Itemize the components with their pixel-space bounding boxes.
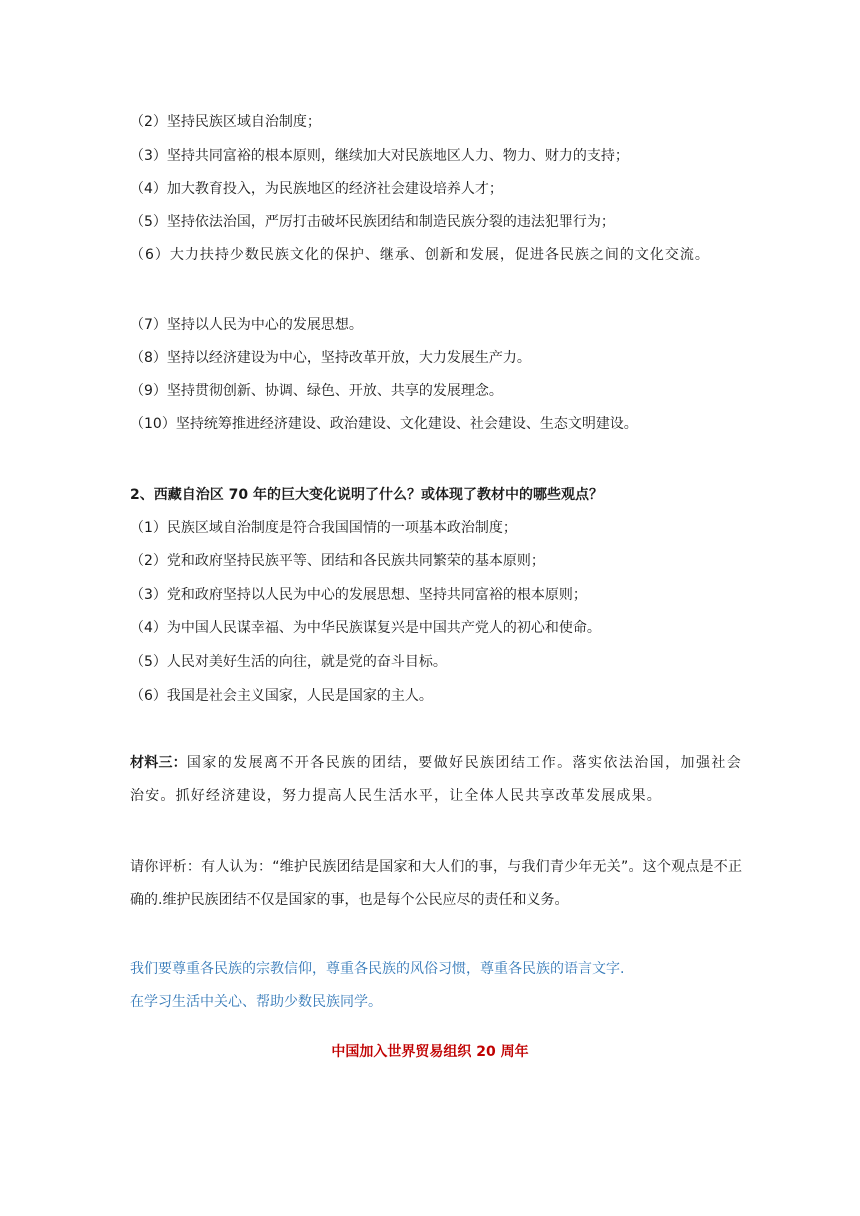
answer-line-1: 我们要尊重各民族的宗教信仰，尊重各民族的风俗习惯，尊重各民族的语言文字. bbox=[130, 961, 625, 977]
list1-item-5: （5）坚持依法治国，严厉打击破坏民族团结和制造民族分裂的违法犯罪行为； bbox=[130, 214, 615, 230]
list1-item-8: （8）坚持以经济建设为中心，坚持改革开放，大力发展生产力。 bbox=[130, 350, 531, 366]
q2-item-2: （2）党和政府坚持民族平等、团结和各民族共同繁荣的基本原则； bbox=[130, 553, 545, 569]
q2-item-6: （6）我国是社会主义国家，人民是国家的主人。 bbox=[130, 688, 433, 704]
q2-item-3: （3）党和政府坚持以人民为中心的发展思想、坚持共同富裕的根本原则； bbox=[130, 587, 587, 603]
material-3-text: 国家的发展离不开各民族的团结，要做好民族团结工作。落实依法治国，加强社会治安。抓好经济建设，努力提高人民生活水平，让全体人民共享改革发展成果。 bbox=[130, 755, 742, 804]
q2-item-4: （4）为中国人民谋幸福、为中华民族谋复兴是中国共产党人的初心和使命。 bbox=[130, 620, 601, 636]
list1-item-6: （6）大力扶持少数民族文化的保护、继承、创新和发展，促进各民族之间的文化交流。 bbox=[130, 247, 710, 263]
list1-item-4: （4）加大教育投入，为民族地区的经济社会建设培养人才； bbox=[130, 181, 503, 197]
section-title: 中国加入世界贸易组织 20 周年 bbox=[331, 1044, 529, 1060]
evaluation-paragraph: 请你评析：有人认为：“维护民族团结是国家和大人们的事，与我们青少年无关”。这个观点是不正确的.维护民族团结不仅是国家的事，也是每个公民应尽的责任和义务。 bbox=[130, 859, 742, 908]
list1-item-10: （10）坚持统筹推进经济建设、政治建设、文化建设、社会建设、生态文明建设。 bbox=[130, 416, 638, 432]
list1-item-9: （9）坚持贯彻创新、协调、绿色、开放、共享的发展理念。 bbox=[130, 383, 503, 399]
q2-item-1: （1）民族区域自治制度是符合我国国情的一项基本政治制度； bbox=[130, 520, 517, 536]
list1-item-7: （7）坚持以人民为中心的发展思想。 bbox=[130, 317, 363, 333]
question-2-title: 2、西藏自治区 70 年的巨大变化说明了什么？或体现了教材中的哪些观点？ bbox=[130, 487, 603, 503]
answer-line-2: 在学习生活中关心、帮助少数民族同学。 bbox=[130, 994, 382, 1010]
list1-item-2: （2）坚持民族区域自治制度； bbox=[130, 114, 321, 130]
answer-block bbox=[130, 953, 742, 1019]
list1-item-3: （3）坚持共同富裕的根本原则，继续加大对民族地区人力、物力、财力的支持； bbox=[130, 148, 629, 164]
material-3-label: 材料三： bbox=[130, 755, 187, 771]
material-3-paragraph bbox=[130, 747, 742, 813]
q2-item-5: （5）人民对美好生活的向往，就是党的奋斗目标。 bbox=[130, 654, 447, 670]
